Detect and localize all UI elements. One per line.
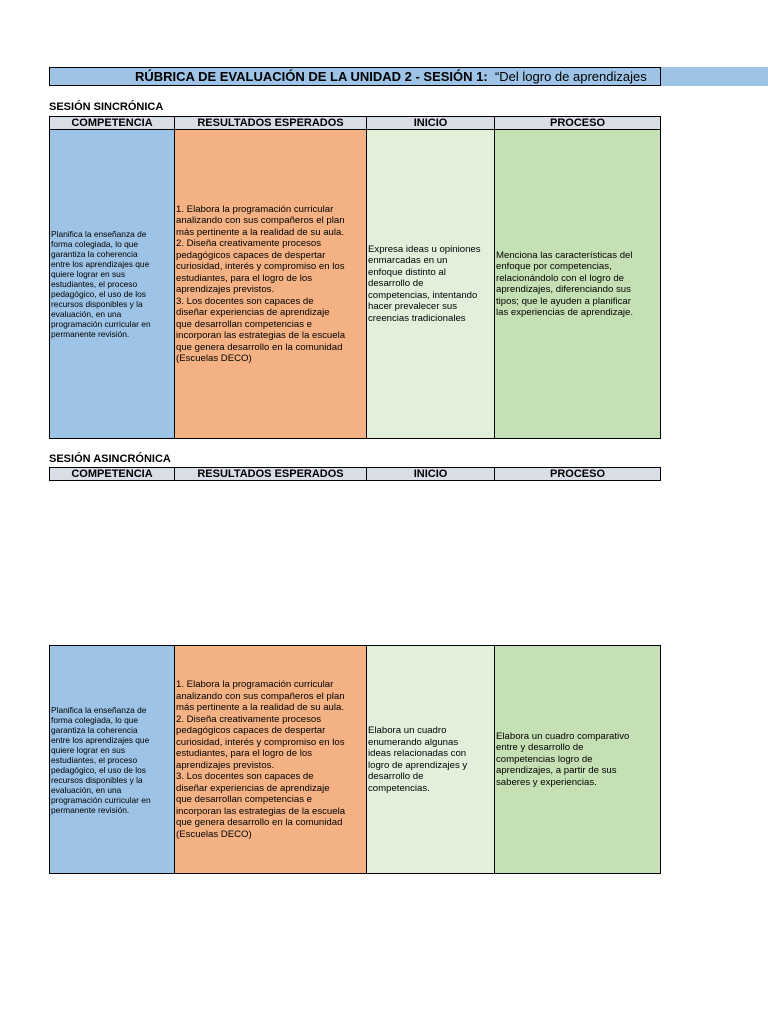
- rubric-title-text: [135, 68, 647, 85]
- cell-competencia-text: Planifica la enseñanza de forma colegiada, lo que garantiza la coherencia entre los aprendizajes que quiere lograr en sus estudiantes, el proceso pedagógico, el uso de los recursos disponibles y la evaluación, en una programación curricular en permanente revisión.: [51, 229, 151, 339]
- header-proceso: PROCESO: [495, 116, 661, 130]
- table-row-asincronica: [49, 645, 661, 874]
- cell-competencia: [49, 645, 175, 874]
- rubric-title-bold: RÚBRICA DE EVALUACIÓN DE LA UNIDAD 2 - SESIÓN 1:: [135, 69, 488, 84]
- rubric-title-rest: “Del logro de aprendizajes: [487, 69, 647, 84]
- table-row-sincronica: [49, 130, 661, 439]
- section-label-sincronica: SESIÓN SINCRÓNICA: [49, 101, 164, 113]
- header-resultados: RESULTADOS ESPERADOS: [175, 116, 367, 130]
- header-resultados: RESULTADOS ESPERADOS: [175, 467, 367, 481]
- cell-resultados-text: 1. Elabora la programación curricular analizando con sus compañeros el plan más pertinente a la realidad de su aula. 2. Diseña creativamente procesos pedagógicos capaces de despertar curiosidad, interés y compromiso en los estudiantes, para el logro de los aprendizajes previstos. 3. Los docentes son capaces de diseñar experiencias de aprendizaje que desarrollan competencias e incorporan las estrategias de la escuela que genera desarrollo en la comunidad (Escuelas DECO): [176, 203, 346, 364]
- cell-inicio-text: Elabora un cuadro enumerando algunas ideas relacionadas con logro de aprendizajes y desarrollo de competencias.: [368, 725, 468, 794]
- cell-competencia-text: Planifica la enseñanza de forma colegiada, lo que garantiza la coherencia entre los aprendizajes que quiere lograr en sus estudiantes, el proceso pedagógico, el uso de los recursos disponibles y la evaluación, en una programación curricular en permanente revisión.: [51, 704, 151, 815]
- cell-inicio-text: Expresa ideas u opiniones enmarcadas en un enfoque distinto al desarrollo de competencias, intentando hacer prevalecer sus creencias tradicionales: [368, 243, 481, 324]
- cell-resultados: [175, 645, 367, 874]
- header-row-asincronica: [49, 467, 661, 481]
- header-competencia: COMPETENCIA: [49, 116, 175, 130]
- cell-inicio: [367, 130, 495, 439]
- cell-proceso-text: Elabora un cuadro comparativo entre y desarrollo de competencias logro de aprendizajes, a partir de sus saberes y experiencias.: [496, 730, 630, 788]
- rubric-title: [49, 67, 661, 86]
- cell-resultados-text: 1. Elabora la programación curricular analizando con sus compañeros el plan más pertinente a la realidad de su aula. 2. Diseña creativamente procesos pedagógicos capaces de despertar curiosidad, interés y compromiso en los estudiantes, para el logro de los aprendizajes previstos. 3. Los docentes son capaces de diseñar experiencias de aprendizaje que desarrollan competencias e incorporan las estrategias de la escuela que genera desarrollo en la comunidad (Escuelas DECO): [176, 679, 346, 840]
- section-label-asincronica: SESIÓN ASINCRÓNICA: [49, 453, 171, 465]
- cell-inicio: [367, 645, 495, 874]
- cell-proceso: [495, 130, 661, 439]
- header-row-sincronica: [49, 116, 661, 130]
- title-fill-extension: [661, 67, 768, 86]
- cell-proceso-text: Menciona las características del enfoque por competencias, relacionándolo con el logro de aprendizajes, diferenciando sus tipos; que le ayuden a planificar las experiencias de aprendizaje.: [496, 249, 634, 318]
- header-competencia: COMPETENCIA: [49, 467, 175, 481]
- cell-resultados: [175, 130, 367, 439]
- header-proceso: PROCESO: [495, 467, 661, 481]
- header-inicio: INICIO: [367, 467, 495, 481]
- cell-competencia: [49, 130, 175, 439]
- cell-proceso: [495, 645, 661, 874]
- header-inicio: INICIO: [367, 116, 495, 130]
